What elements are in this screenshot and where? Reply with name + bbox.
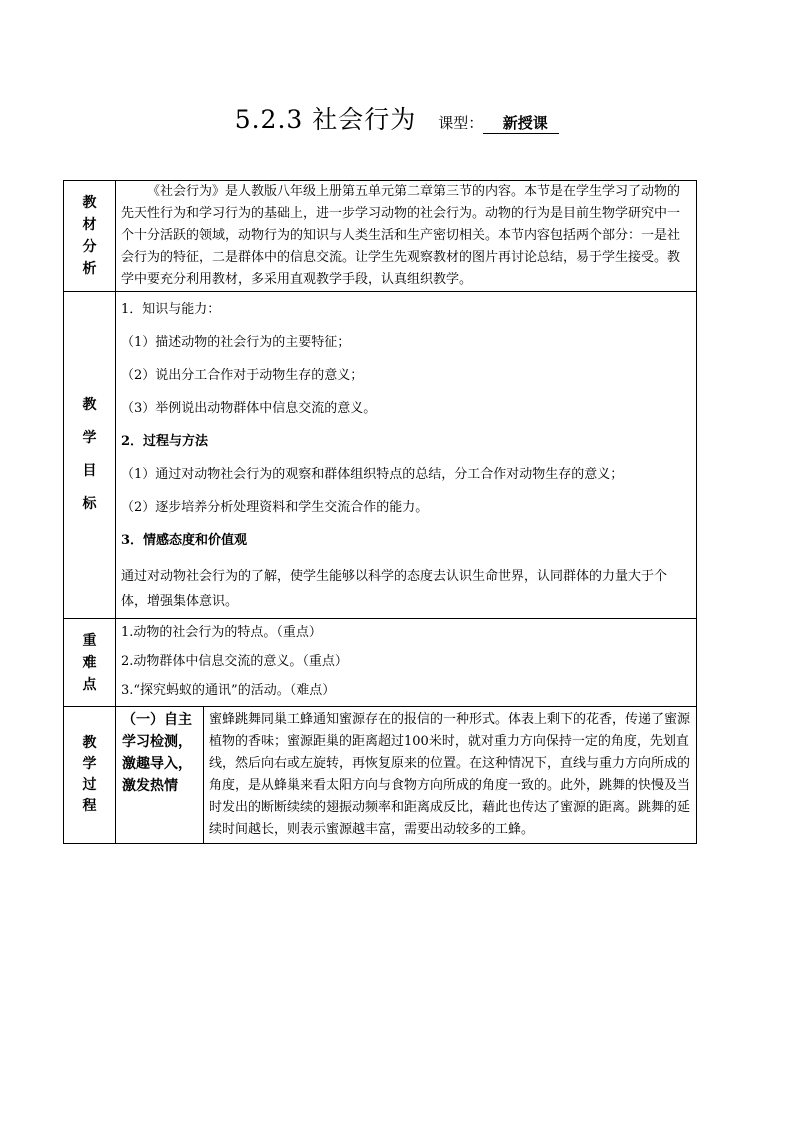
key-point-item: 3.“探究蚂蚁的通讯”的活动。（难点）	[121, 683, 336, 698]
lesson-header	[0, 100, 794, 136]
analysis-row	[64, 181, 697, 292]
lesson-type-value: 新授课	[483, 112, 559, 134]
goals-row	[64, 292, 697, 619]
analysis-heading: 教 材 分 析	[64, 181, 116, 292]
goal-section-title: 2．过程与方法	[121, 434, 209, 449]
process-heading: 教 学 过 程	[64, 707, 116, 844]
key-point-item: 1.动物的社会行为的特点。（重点）	[121, 625, 322, 640]
goals-content	[116, 292, 697, 619]
lesson-title: 5.2.3 社会行为	[234, 105, 417, 134]
goal-line: （2）说出分工合作对于动物生存的意义；	[121, 368, 364, 383]
goal-line: （1）通过对动物社会行为的观察和群体组织特点的总结，分工合作对动物生存的意义；	[121, 467, 624, 482]
analysis-text: 《社会行为》是人教版八年级上册第五单元第二章第三节的内容。本节是在学生学习了动物的先天性行为和学习行为的基础上，进一步学习动物的社会行为。动物的行为是目前生物学研究中一个十分活跃的领域，动物行为的知识与人类生活和生产密切相关。本节内容包括两个部分：一是社会行为的特征，二是群体中的信息交流。让学生先观察教材的图片再讨论总结，易于学生接受。教学中要充分利用教材，多采用直观教学手段，认真组织教学。	[121, 184, 681, 287]
process-text: 蜜蜂跳舞同巢工蜂通知蜜源存在的报信的一种形式。体表上剩下的花香，传递了蜜源植物的香味；蜜源距巢的距离超过100米时，就对重力方向保持一定的角度，先划直线，然后向右或左旋转，再恢复原来的位置。在这种情况下，直线与重力方向所成的角度，是从蜂巢来看太阳方向与食物方向所成的角度一致的。此外，跳舞的快慢及当时发出的断断续续的翅振动频率和距离成反比，藉此也传达了蜜源的距离。跳舞的延续时间越长，则表示蜜源越丰富，需要出动较多的工蜂。	[204, 707, 697, 844]
goal-section-title: 3．情感态度和价值观	[121, 533, 248, 548]
goal-line: 1．知识与能力：	[121, 302, 221, 317]
key-points-content	[116, 619, 697, 707]
analysis-content	[116, 181, 697, 292]
key-points-row	[64, 619, 697, 707]
goal-line: （3）举例说出动物群体中信息交流的意义。	[121, 401, 377, 416]
goal-line: （2）逐步培养分析处理资料和学生交流合作的能力。	[121, 500, 429, 515]
process-phase-title: （一）自主学习检测，激趣导入，激发热情	[116, 707, 204, 844]
goal-line: （1）描述动物的社会行为的主要特征；	[121, 335, 351, 350]
key-point-item: 2.动物群体中信息交流的意义。（重点）	[121, 654, 348, 669]
lesson-type-label: 课型：	[438, 114, 484, 132]
process-row	[64, 707, 697, 844]
key-points-heading: 重 难 点	[64, 619, 116, 707]
goal-paragraph: 通过对动物社会行为的了解，使学生能够以科学的态度去认识生命世界，认同群体的力量大于个体，增强集体意识。	[121, 569, 668, 609]
lesson-plan-table	[63, 180, 697, 844]
goals-heading: 教 学 目 标	[64, 292, 116, 619]
